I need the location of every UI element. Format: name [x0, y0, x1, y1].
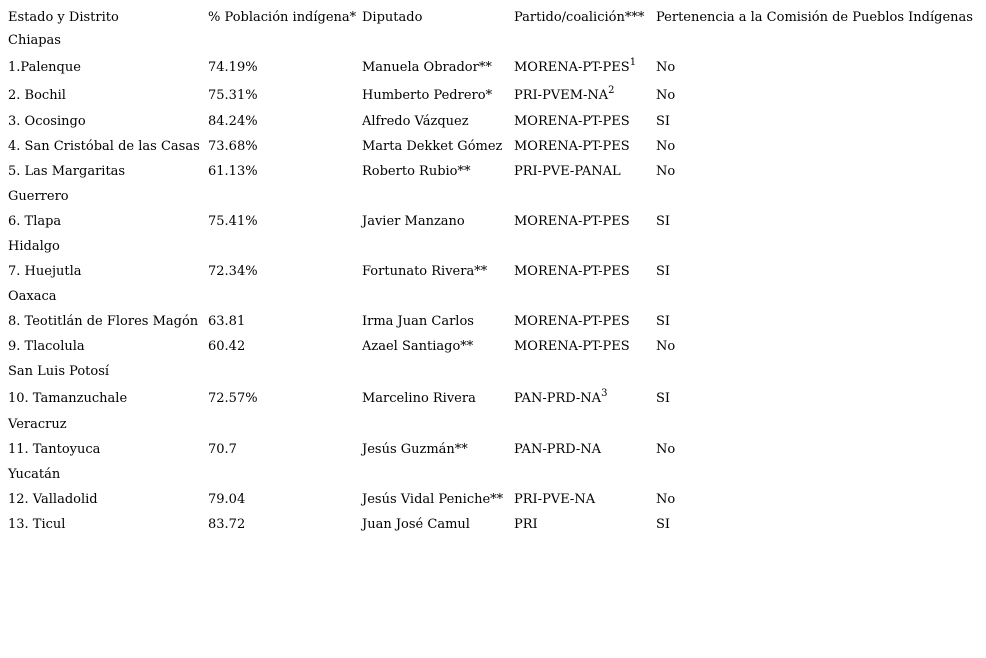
deputy-cell: Azael Santiago** [362, 339, 474, 354]
table-row [6, 437, 978, 462]
party-name: MORENA-PT-PES [514, 214, 630, 229]
commission-member-cell: No [656, 87, 676, 103]
commission-member-cell: No [656, 59, 676, 75]
header-party-coalition: Partido/coalición*** [514, 9, 645, 25]
party-name: MORENA-PT-PES [514, 59, 630, 75]
table-row [6, 134, 978, 159]
header-commission-membership: Pertenencia a la Comisión de Pueblos Indígenas [656, 9, 973, 25]
deputy-cell: Humberto Pedrero* [362, 87, 493, 103]
district-cell: 11. Tantoyuca [8, 442, 101, 457]
deputy-cell: Jesús Vidal Peniche** [362, 492, 504, 507]
indigenous-pct-cell: 70.7 [208, 442, 237, 457]
commission-member-cell: No [656, 139, 676, 154]
deputy-cell: Javier Manzano [362, 214, 465, 229]
district-cell: 2. Bochil [8, 87, 66, 103]
party-cell [512, 109, 654, 134]
indigenous-pct-cell: 84.24% [208, 114, 258, 129]
state-name: Guerrero [8, 189, 69, 204]
party-name: MORENA-PT-PES [514, 139, 630, 154]
district-cell: 12. Valladolid [8, 492, 98, 507]
party-cell [512, 309, 654, 334]
party-cell [512, 159, 654, 184]
commission-member-cell: SI [656, 517, 671, 532]
footnote-marker: 2 [608, 84, 615, 96]
party-name: MORENA-PT-PES [514, 339, 630, 354]
indigenous-pct-cell: 72.57% [208, 390, 258, 406]
party-name: PRI-PVE-PANAL [514, 164, 621, 179]
state-row [6, 359, 978, 384]
state-row [6, 184, 978, 209]
indigenous-pct-cell: 73.68% [208, 139, 258, 154]
header-indigenous-population: % Población indígena* [208, 9, 357, 25]
party-name: PRI [514, 517, 538, 532]
indigenous-pct-cell: 60.42 [208, 339, 246, 354]
state-name: Oaxaca [8, 289, 57, 304]
commission-member-cell: SI [656, 264, 671, 279]
district-cell: 13. Ticul [8, 517, 66, 532]
party-cell [512, 209, 654, 234]
state-name: Yucatán [8, 467, 61, 482]
district-cell: 5. Las Margaritas [8, 164, 126, 179]
district-cell: 1.Palenque [8, 59, 81, 75]
indigenous-pct-cell: 75.31% [208, 87, 258, 103]
indigenous-pct-cell: 83.72 [208, 517, 246, 532]
party-name: MORENA-PT-PES [514, 114, 630, 129]
table-row [6, 159, 978, 184]
party-cell [512, 512, 654, 537]
deputy-cell: Roberto Rubio** [362, 164, 471, 179]
party-name: PRI-PVEM-NA [514, 87, 609, 103]
party-name: PRI-PVE-NA [514, 492, 596, 507]
indigenous-pct-cell: 75.41% [208, 214, 258, 229]
table-row [6, 109, 978, 134]
party-cell [512, 334, 654, 359]
state-name: Chiapas [8, 33, 61, 48]
indigenous-pct-cell: 61.13% [208, 164, 258, 179]
commission-member-cell: No [656, 339, 676, 354]
party-cell [512, 259, 654, 284]
district-cell: 3. Ocosingo [8, 114, 86, 129]
table-row [6, 334, 978, 359]
indigenous-pct-cell: 63.81 [208, 314, 246, 329]
deputy-cell: Marta Dekket Gómez [362, 139, 503, 154]
deputy-cell: Juan José Camul [362, 517, 470, 532]
table-row [6, 259, 978, 284]
table-row [6, 53, 978, 81]
table-row [6, 487, 978, 512]
table-row [6, 81, 978, 109]
party-name: MORENA-PT-PES [514, 264, 630, 279]
commission-member-cell: SI [656, 390, 671, 406]
district-cell: 9. Tlacolula [8, 339, 85, 354]
commission-member-cell: No [656, 492, 676, 507]
table-row [6, 309, 978, 334]
indigenous-districts-table [6, 6, 978, 537]
table-row [6, 209, 978, 234]
table-row [6, 384, 978, 412]
state-row [6, 284, 978, 309]
commission-member-cell: SI [656, 314, 671, 329]
state-row [6, 462, 978, 487]
footnote-marker: 1 [629, 56, 637, 68]
party-cell [512, 384, 654, 412]
party-name: PAN-PRD-NA [514, 442, 602, 457]
table-row [6, 512, 978, 537]
commission-member-cell: No [656, 442, 676, 457]
indigenous-pct-cell: 74.19% [208, 59, 258, 75]
footnote-marker: 3 [601, 387, 608, 399]
party-cell [512, 134, 654, 159]
party-name: PAN-PRD-NA [514, 390, 602, 406]
header-state-district: Estado y Distrito [8, 9, 119, 25]
district-cell: 8. Teotitlán de Flores Magón [8, 314, 199, 329]
header-deputy: Diputado [362, 9, 423, 25]
state-name: San Luis Potosí [8, 364, 110, 379]
indigenous-pct-cell: 79.04 [208, 492, 246, 507]
state-row [6, 234, 978, 259]
state-row [6, 28, 978, 53]
commission-member-cell: SI [656, 114, 671, 129]
table-header-row [6, 6, 978, 28]
state-name: Hidalgo [8, 239, 60, 254]
table-body [6, 28, 978, 537]
deputy-cell: Manuela Obrador** [362, 59, 492, 75]
district-cell: 7. Huejutla [8, 264, 82, 279]
commission-member-cell: No [656, 164, 676, 179]
deputy-cell: Fortunato Rivera** [362, 264, 488, 279]
party-cell [512, 53, 654, 81]
state-row [6, 412, 978, 437]
party-name: MORENA-PT-PES [514, 314, 630, 329]
commission-member-cell: SI [656, 214, 671, 229]
party-cell [512, 437, 654, 462]
party-cell [512, 487, 654, 512]
district-cell: 6. Tlapa [8, 214, 62, 229]
deputy-cell: Marcelino Rivera [362, 390, 476, 406]
deputy-cell: Jesús Guzmán** [362, 442, 468, 457]
state-name: Veracruz [8, 417, 67, 432]
deputy-cell: Irma Juan Carlos [362, 314, 474, 329]
district-cell: 4. San Cristóbal de las Casas [8, 139, 200, 154]
deputy-cell: Alfredo Vázquez [362, 114, 469, 129]
party-cell [512, 81, 654, 109]
district-cell: 10. Tamanzuchale [8, 390, 128, 406]
indigenous-pct-cell: 72.34% [208, 264, 258, 279]
